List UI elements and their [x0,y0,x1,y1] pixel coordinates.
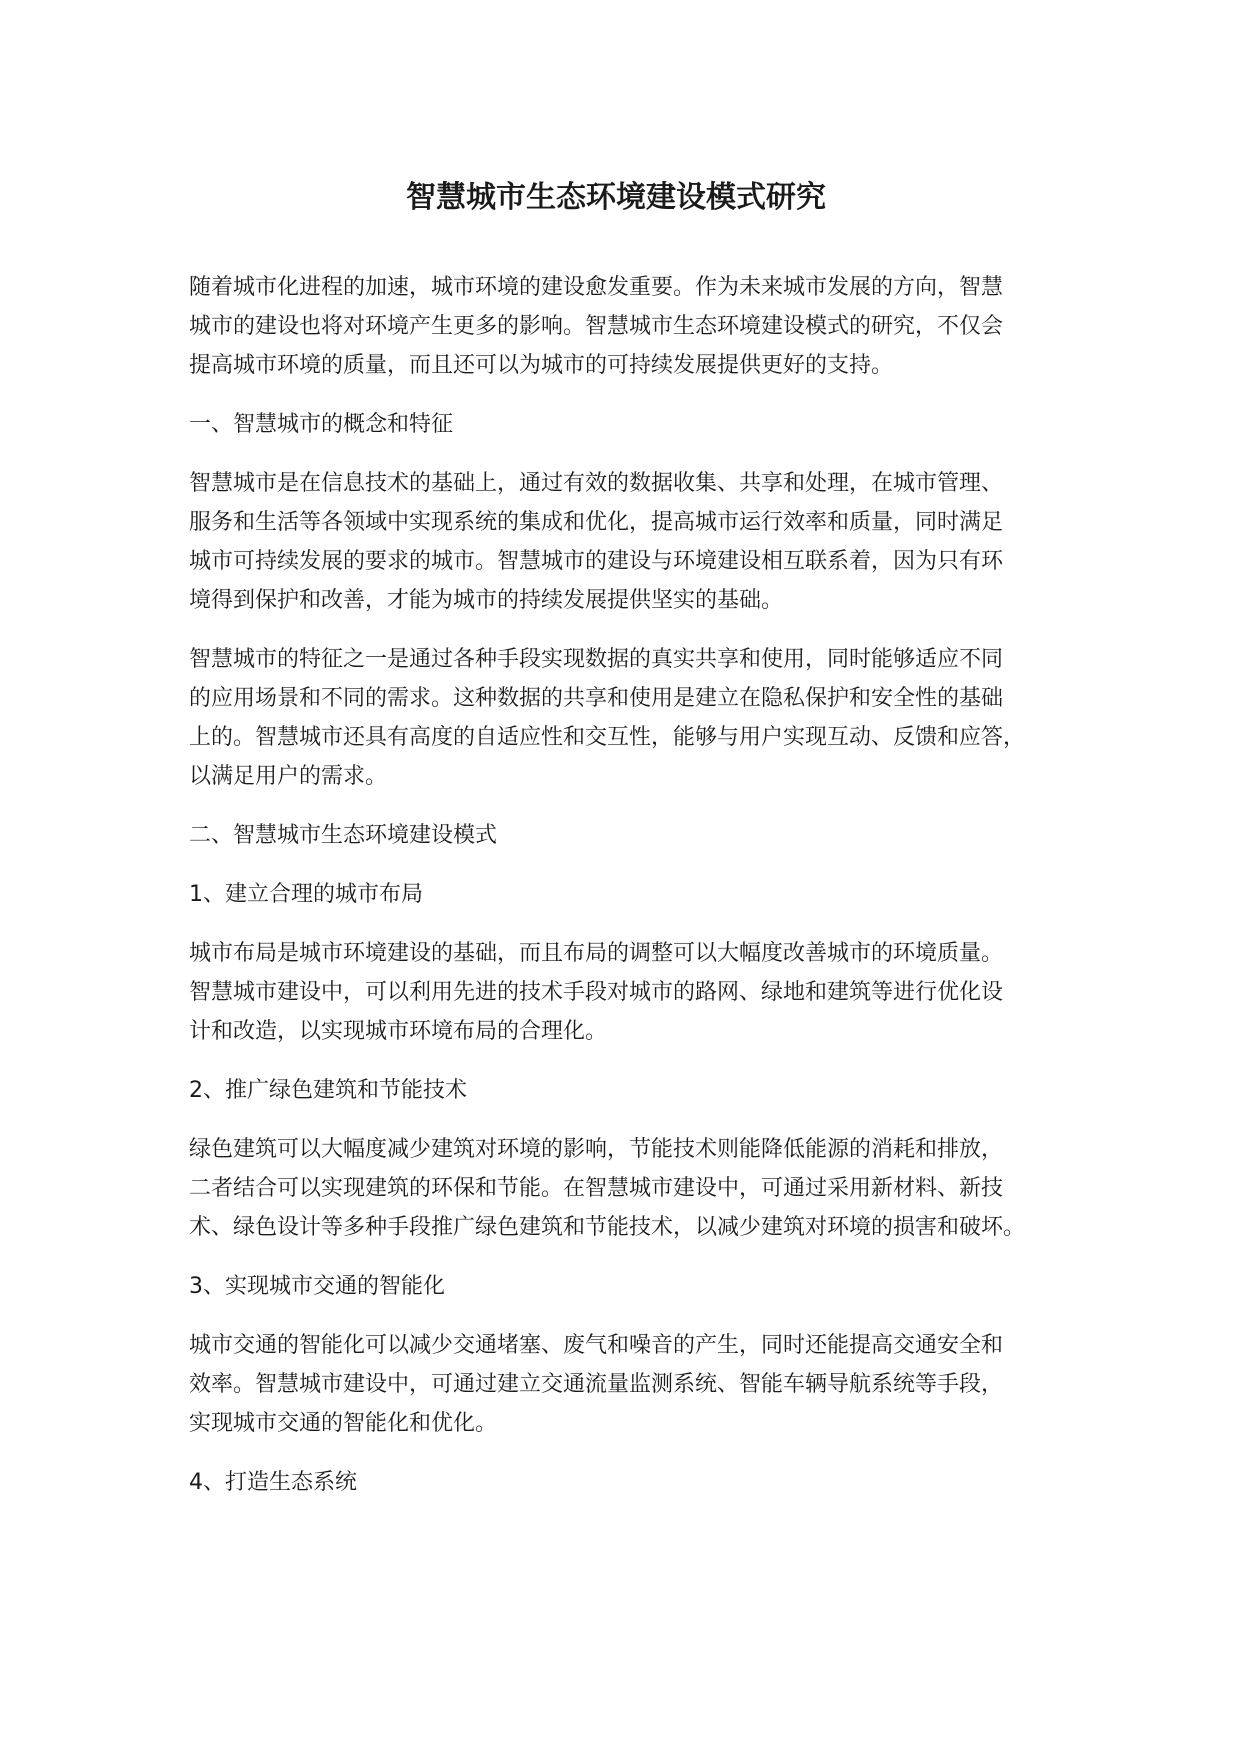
text-line: 实现城市交通的智能化和优化。 [189,1411,498,1436]
subsection-3-heading: 3、实现城市交通的智能化 [189,1274,445,1299]
subsection-1-paragraph [189,934,1069,1051]
text-line: 提高城市环境的质量，而且还可以为城市的可持续发展提供更好的支持。 [189,353,894,378]
section-1-paragraph-2 [189,640,1069,796]
text-line: 城市可持续发展的要求的城市。智慧城市的建设与环境建设相互联系着，因为只有环 [189,549,1004,574]
text-line: 以满足用户的需求。 [189,764,388,789]
text-line: 计和改造，以实现城市环境布局的合理化。 [189,1019,608,1044]
subsection-2-heading: 2、推广绿色建筑和节能技术 [189,1078,467,1103]
subsection-3-paragraph [189,1326,1069,1443]
text-line: 城市的建设也将对环境产生更多的影响。智慧城市生态环境建设模式的研究，不仅会 [189,314,1004,339]
section-2-heading: 二、智慧城市生态环境建设模式 [189,823,498,848]
text-line: 效率。智慧城市建设中，可通过建立交通流量监测系统、智能车辆导航系统等手段， [189,1372,1004,1397]
section-1-heading: 一、智慧城市的概念和特征 [189,412,454,437]
text-line: 随着城市化进程的加速，城市环境的建设愈发重要。作为未来城市发展的方向，智慧 [189,275,1004,300]
subsection-2-paragraph [189,1130,1069,1247]
text-line: 智慧城市的特征之一是通过各种手段实现数据的真实共享和使用，同时能够适应不同 [189,647,1004,672]
text-line: 城市布局是城市环境建设的基础，而且布局的调整可以大幅度改善城市的环境质量。 [189,941,1004,966]
text-line: 上的。智慧城市还具有高度的自适应性和交互性，能够与用户实现互动、反馈和应答， [189,725,1026,750]
text-line: 智慧城市是在信息技术的基础上，通过有效的数据收集、共享和处理，在城市管理、 [189,471,1004,496]
text-line: 服务和生活等各领域中实现系统的集成和优化，提高城市运行效率和质量，同时满足 [189,510,1004,535]
section-1-paragraph-1 [189,464,1069,620]
document-title: 智慧城市生态环境建设模式研究 [406,180,826,215]
text-line: 绿色建筑可以大幅度减少建筑对环境的影响，节能技术则能降低能源的消耗和排放， [189,1137,1004,1162]
intro-paragraph [189,268,1069,385]
text-line: 二者结合可以实现建筑的环保和节能。在智慧城市建设中，可通过采用新材料、新技 [189,1176,1004,1201]
text-line: 的应用场景和不同的需求。这种数据的共享和使用是建立在隐私保护和安全性的基础 [189,686,1004,711]
text-line: 境得到保护和改善，才能为城市的持续发展提供坚实的基础。 [189,588,784,613]
subsection-1-heading: 1、建立合理的城市布局 [189,882,423,907]
subsection-4-heading: 4、打造生态系统 [189,1470,357,1495]
text-line: 术、绿色设计等多种手段推广绿色建筑和节能技术，以减少建筑对环境的损害和破坏。 [189,1215,1026,1240]
text-line: 城市交通的智能化可以减少交通堵塞、废气和噪音的产生，同时还能提高交通安全和 [189,1333,1004,1358]
text-line: 智慧城市建设中，可以利用先进的技术手段对城市的路网、绿地和建筑等进行优化设 [189,980,1004,1005]
